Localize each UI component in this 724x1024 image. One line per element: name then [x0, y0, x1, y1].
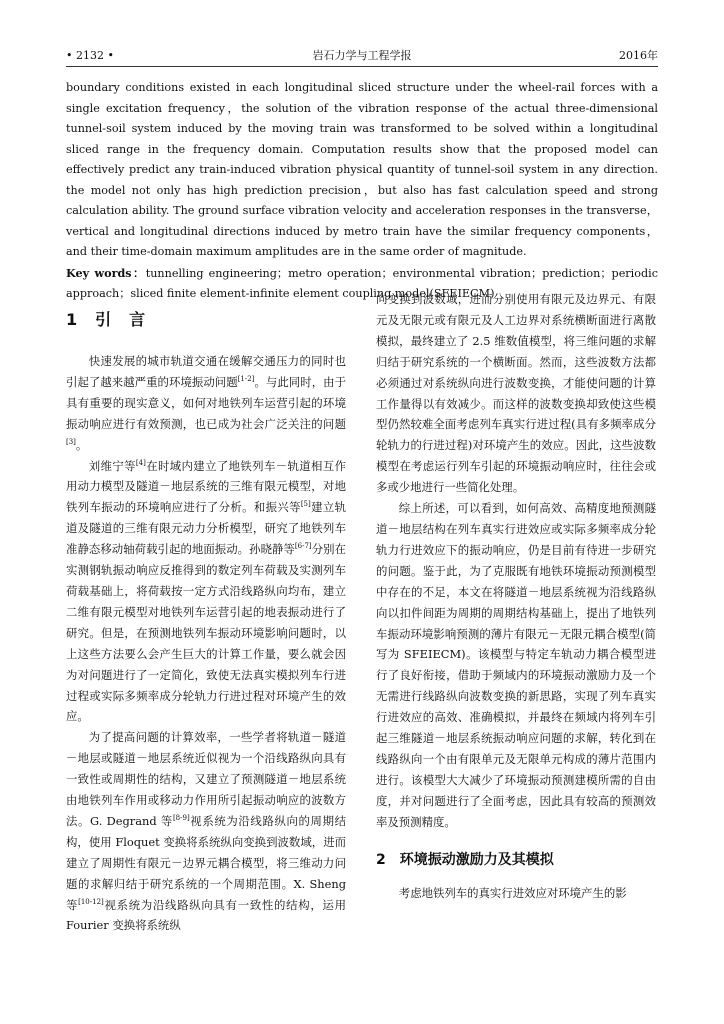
- section-1-heading: [66, 289, 346, 351]
- intro-paragraph-3: 为了提高问题的计算效率，一些学者将轨道－隧道－地层或隧道－地层系统近似视为一个沿线路纵向具有一致性或周期性的结构，又建立了预测隧道－地层系统由地铁列车作用或移动力作用所引起振动响应的波数方法。G. Degrand 等[8-9]视系统为沿线路纵向的周期结构，使用 Floquet 变换将系统纵向变换到波数域，进而建立了周期性有限元－边界元耦合模型，将三维动力问题的求解归结于研究系统的一个周期范围。X. Sheng 等[10-12]视系统为沿线路纵向具有一致性的结构，运用 Fourier 变换将系统纵: [66, 730, 346, 933]
- abstract-text: boundary conditions existed in each longitudinal sliced structure under the wheel-rail forces with a single excitation frequency，the solution of the vibration response of the actual three-dimensional tunnel-soil system induced by the moving train was transformed to be solved within a longitudinal sliced range in the frequency domain. Computation results show that the proposed model can effectively predict any train-induced vibration physical quantity of tunnel-soil system in any direction. the model not only has high prediction precision，but also has fast calculation speed and strong calculation ability. The ground surface vibration velocity and acceleration responses in the transverse，vertical and longitudinal directions induced by metro train have the similar frequency components，and their time-domain maximum amplitudes are in the same order of magnitude.: [66, 81, 658, 258]
- citation: [8-9]: [172, 814, 190, 823]
- journal-title: 岩石力学与工程学报: [312, 49, 412, 62]
- section-number: 1: [66, 310, 78, 329]
- citation: [6-7]: [294, 542, 312, 551]
- intro-paragraph-1: 快速发展的城市轨道交通在缓解交通压力的同时也引起了越来越严重的环境振动问题[1-2]。与此同时，由于具有重要的现实意义，如何对地铁列车运营引起的环境振动响应进行有效预测，也已成为社会广泛关注的问题[3]。: [66, 354, 346, 452]
- page-number: • 2132 •: [66, 49, 114, 62]
- citation: [4]: [135, 458, 146, 467]
- english-abstract: [66, 78, 658, 305]
- section-2-heading: [376, 833, 656, 883]
- section-title: 环境振动激励力及其模拟: [399, 851, 554, 868]
- section-number: 2: [376, 851, 386, 868]
- left-column: [66, 289, 346, 936]
- citation: [3]: [66, 437, 76, 446]
- citation: [5]: [300, 500, 311, 509]
- intro-paragraph-2: 刘维宁等[4]在时域内建立了地铁列车－轨道相互作用动力模型及隧道－地层系统的三维有限元模型，对地铁列车振动的环境响应进行了分析。和振兴等[5]建立轨道及隧道的三维有限元动力分析模型，研究了地铁列车准静态移动轴荷载引起的地面振动。孙晓静等[6-7]分别在实测钢轨振动响应反推得到的数定列车荷载及实测列车荷载基础上，将荷载按一定方式沿线路纵向均布，建立二维有限元模型对地铁列车运营引起的地表振动进行了研究。但是，在预测地铁列车振动环境影响问题时，以上这些方法要么会产生巨大的计算工作量，要么就会因为对问题进行了一定简化，致使无法真实模拟列车行进过程或实际多频率成分轮轨力行进过程对环境产生的效应。: [66, 458, 346, 724]
- intro-paragraph-4: 综上所述，可以看到，如何高效、高精度地预测隧道－地层结构在列车真实行进效应或实际多频率成分轮轨力行进效应下的振动响应，仍是目前有待进一步研究的问题。鉴于此，为了克服既有地铁环境振动预测模型中存在的不足，本文在将隧道－地层系统视为沿线路纵向以扣件间距为周期的周期结构基础上，提出了地铁列车振动环境影响预测的薄片有限元－无限元耦合模型(简写为 SFEIECM)。该模型与特定车轨动力耦合模型进行了良好衔接，借助于频域内的环境振动激励力及一个无需进行线路纵向波数变换的新思路，实现了列车真实行进效应的高效、准确模拟，并最终在频域内将列车引起三维隧道－地层系统振动响应问题的求解，转化到在线路纵向一个由有限单元及无限单元构成的薄片范围内进行。该模型大大减少了环境振动预测建模所需的自由度，并对问题进行了全面考虑，因此具有较高的预测效率及预测精度。: [376, 501, 656, 829]
- citation: [10-12]: [78, 897, 104, 906]
- section-title: 引言: [95, 310, 164, 329]
- keywords-text: tunnelling engineering；metro operation；environmental vibration；prediction；periodic approach；sliced finite element-infinite element coupling model(SFEIECM): [66, 266, 658, 300]
- intro-paragraph-3-continued: 向变换到波数域，进而分别使用有限元及边界元、有限元及无限元或有限元及人工边界对系统横断面进行离散模拟，最终建立了 2.5 维数值模型，将三维问题的求解归结于研究系统的一个横断面。然而，这些波数方法都必须通过对系统纵向进行波数变换，才能使问题的计算工作量得以有效减少。而这样的波数变换却致使这些模型仍然较难全面考虑列车真实行进过程(具有多频率成分轮轨力的行进过程)对环境产生的效应。因此，这些波数模型在考虑运行列车引起的环境振动响应时，往往会或多或少地进行一些简化处理。: [376, 292, 656, 495]
- publication-year: 2016年: [619, 49, 658, 62]
- citation: [1-2]: [237, 375, 255, 384]
- keywords-label: Key words：: [66, 265, 146, 280]
- section-2-paragraph-1: 考虑地铁列车的真实行进效应对环境产生的影: [398, 885, 627, 900]
- right-column: [376, 289, 656, 903]
- running-header: [66, 46, 658, 67]
